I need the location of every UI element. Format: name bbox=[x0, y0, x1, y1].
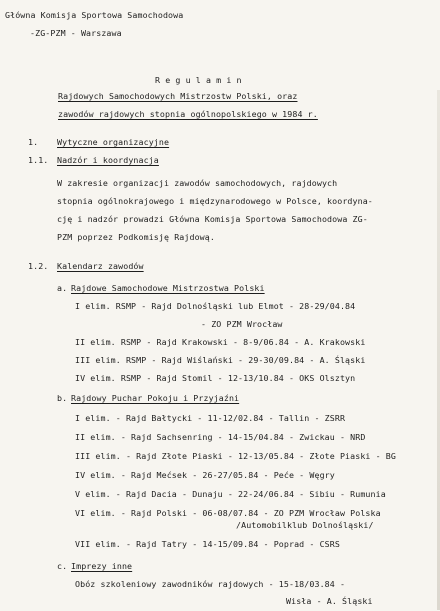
subsection-b-heading: Rajdowy Puchar Pokoju i Przyjaźni bbox=[71, 393, 240, 403]
list-item: I elim. - Rajd Bałtycki - 11-12/02.84 - Tallin - ZSRR bbox=[75, 413, 346, 423]
paragraph-line: stopnia ogólnokrajowego i międzynarodowego w Polsce, koordyna- bbox=[57, 196, 373, 206]
list-item: IV elim. - Rajd Mećsek - 26-27/05.84 - Peće - Węgry bbox=[75, 470, 335, 480]
subsection-b-letter: b. bbox=[57, 393, 68, 403]
section-1-2-heading: Kalendarz zawodów bbox=[57, 261, 144, 271]
section-1-1-number: 1.1. bbox=[28, 155, 49, 165]
org-line-2: -ZG-PZM - Warszawa bbox=[30, 28, 122, 38]
subsection-c-heading: Imprezy inne bbox=[71, 561, 133, 571]
list-item: I elim. RSMP - Rajd Dolnośląski lub Elmot - 28-29/04.84 bbox=[75, 301, 356, 311]
section-1-1-heading: Nadzór i koordynacja bbox=[57, 155, 159, 165]
org-line-1: Główna Komisja Sportowa Samochodowa bbox=[5, 10, 184, 20]
list-item: II elim. RSMP - Rajd Krakowski - 8-9/06.84 - A. Krakowski bbox=[75, 337, 366, 347]
section-1-number: 1. bbox=[28, 137, 39, 147]
section-1-2-number: 1.2. bbox=[28, 261, 49, 271]
list-item: Obóz szkoleniowy zawodników rajdowych - 15-18/03.84 - bbox=[75, 579, 346, 589]
list-item: V elim. - Rajd Dacia - Dunaju - 22-24/06.84 - Sibiu - Rumunia bbox=[75, 489, 386, 499]
list-item: III elim. - Rajd Złote Piaski - 12-13/05.84 - Złote Piaski - BG bbox=[75, 451, 396, 461]
subsection-c-letter: c. bbox=[57, 561, 68, 571]
list-item: II elim. - Rajd Sachsenring - 14-15/04.84 - Zwickau - NRD bbox=[75, 432, 366, 442]
list-item: VI elim. - Rajd Polski - 06-08/07.84 - ZO PZM Wrocław Polska bbox=[75, 508, 381, 518]
title-main: R e g u l a m i n bbox=[155, 75, 242, 85]
paragraph-line: cję i nadzór prowadzi Główna Komisja Sportowa Samochodowa ZG- bbox=[57, 214, 368, 224]
paragraph-line: W zakresie organizacji zawodów samochodowych, rajdowych bbox=[57, 178, 338, 188]
list-item: VII elim. - Rajd Tatry - 14-15/09.84 - Poprad - CSRS bbox=[75, 539, 340, 549]
subsection-a-letter: a. bbox=[57, 283, 68, 293]
title-line-1: Rajdowych Samochodowych Mistrzostw Polski, oraz bbox=[58, 91, 298, 101]
list-item: III elim. RSMP - Rajd Wiślański - 29-30/09.84 - A. Śląski bbox=[75, 355, 366, 365]
list-item: /Automobilklub Dolnośląski/ bbox=[236, 520, 374, 530]
subsection-a-heading: Rajdowe Samochodowe Mistrzostwa Polski bbox=[71, 283, 265, 293]
list-item: Wisła - A. Śląski bbox=[286, 596, 373, 606]
section-1-heading: Wytyczne organizacyjne bbox=[57, 137, 170, 147]
paragraph-line: PZM poprzez Podkomisję Rajdową. bbox=[57, 232, 215, 242]
title-line-2: zawodów rajdowych stopnia ogólnopolskiego w 1984 r. bbox=[58, 109, 318, 119]
list-item: - ZO PZM Wrocław bbox=[201, 319, 283, 329]
list-item: IV elim. RSMP - Rajd Stomil - 12-13/10.84 - OKS Olsztyn bbox=[75, 373, 356, 383]
